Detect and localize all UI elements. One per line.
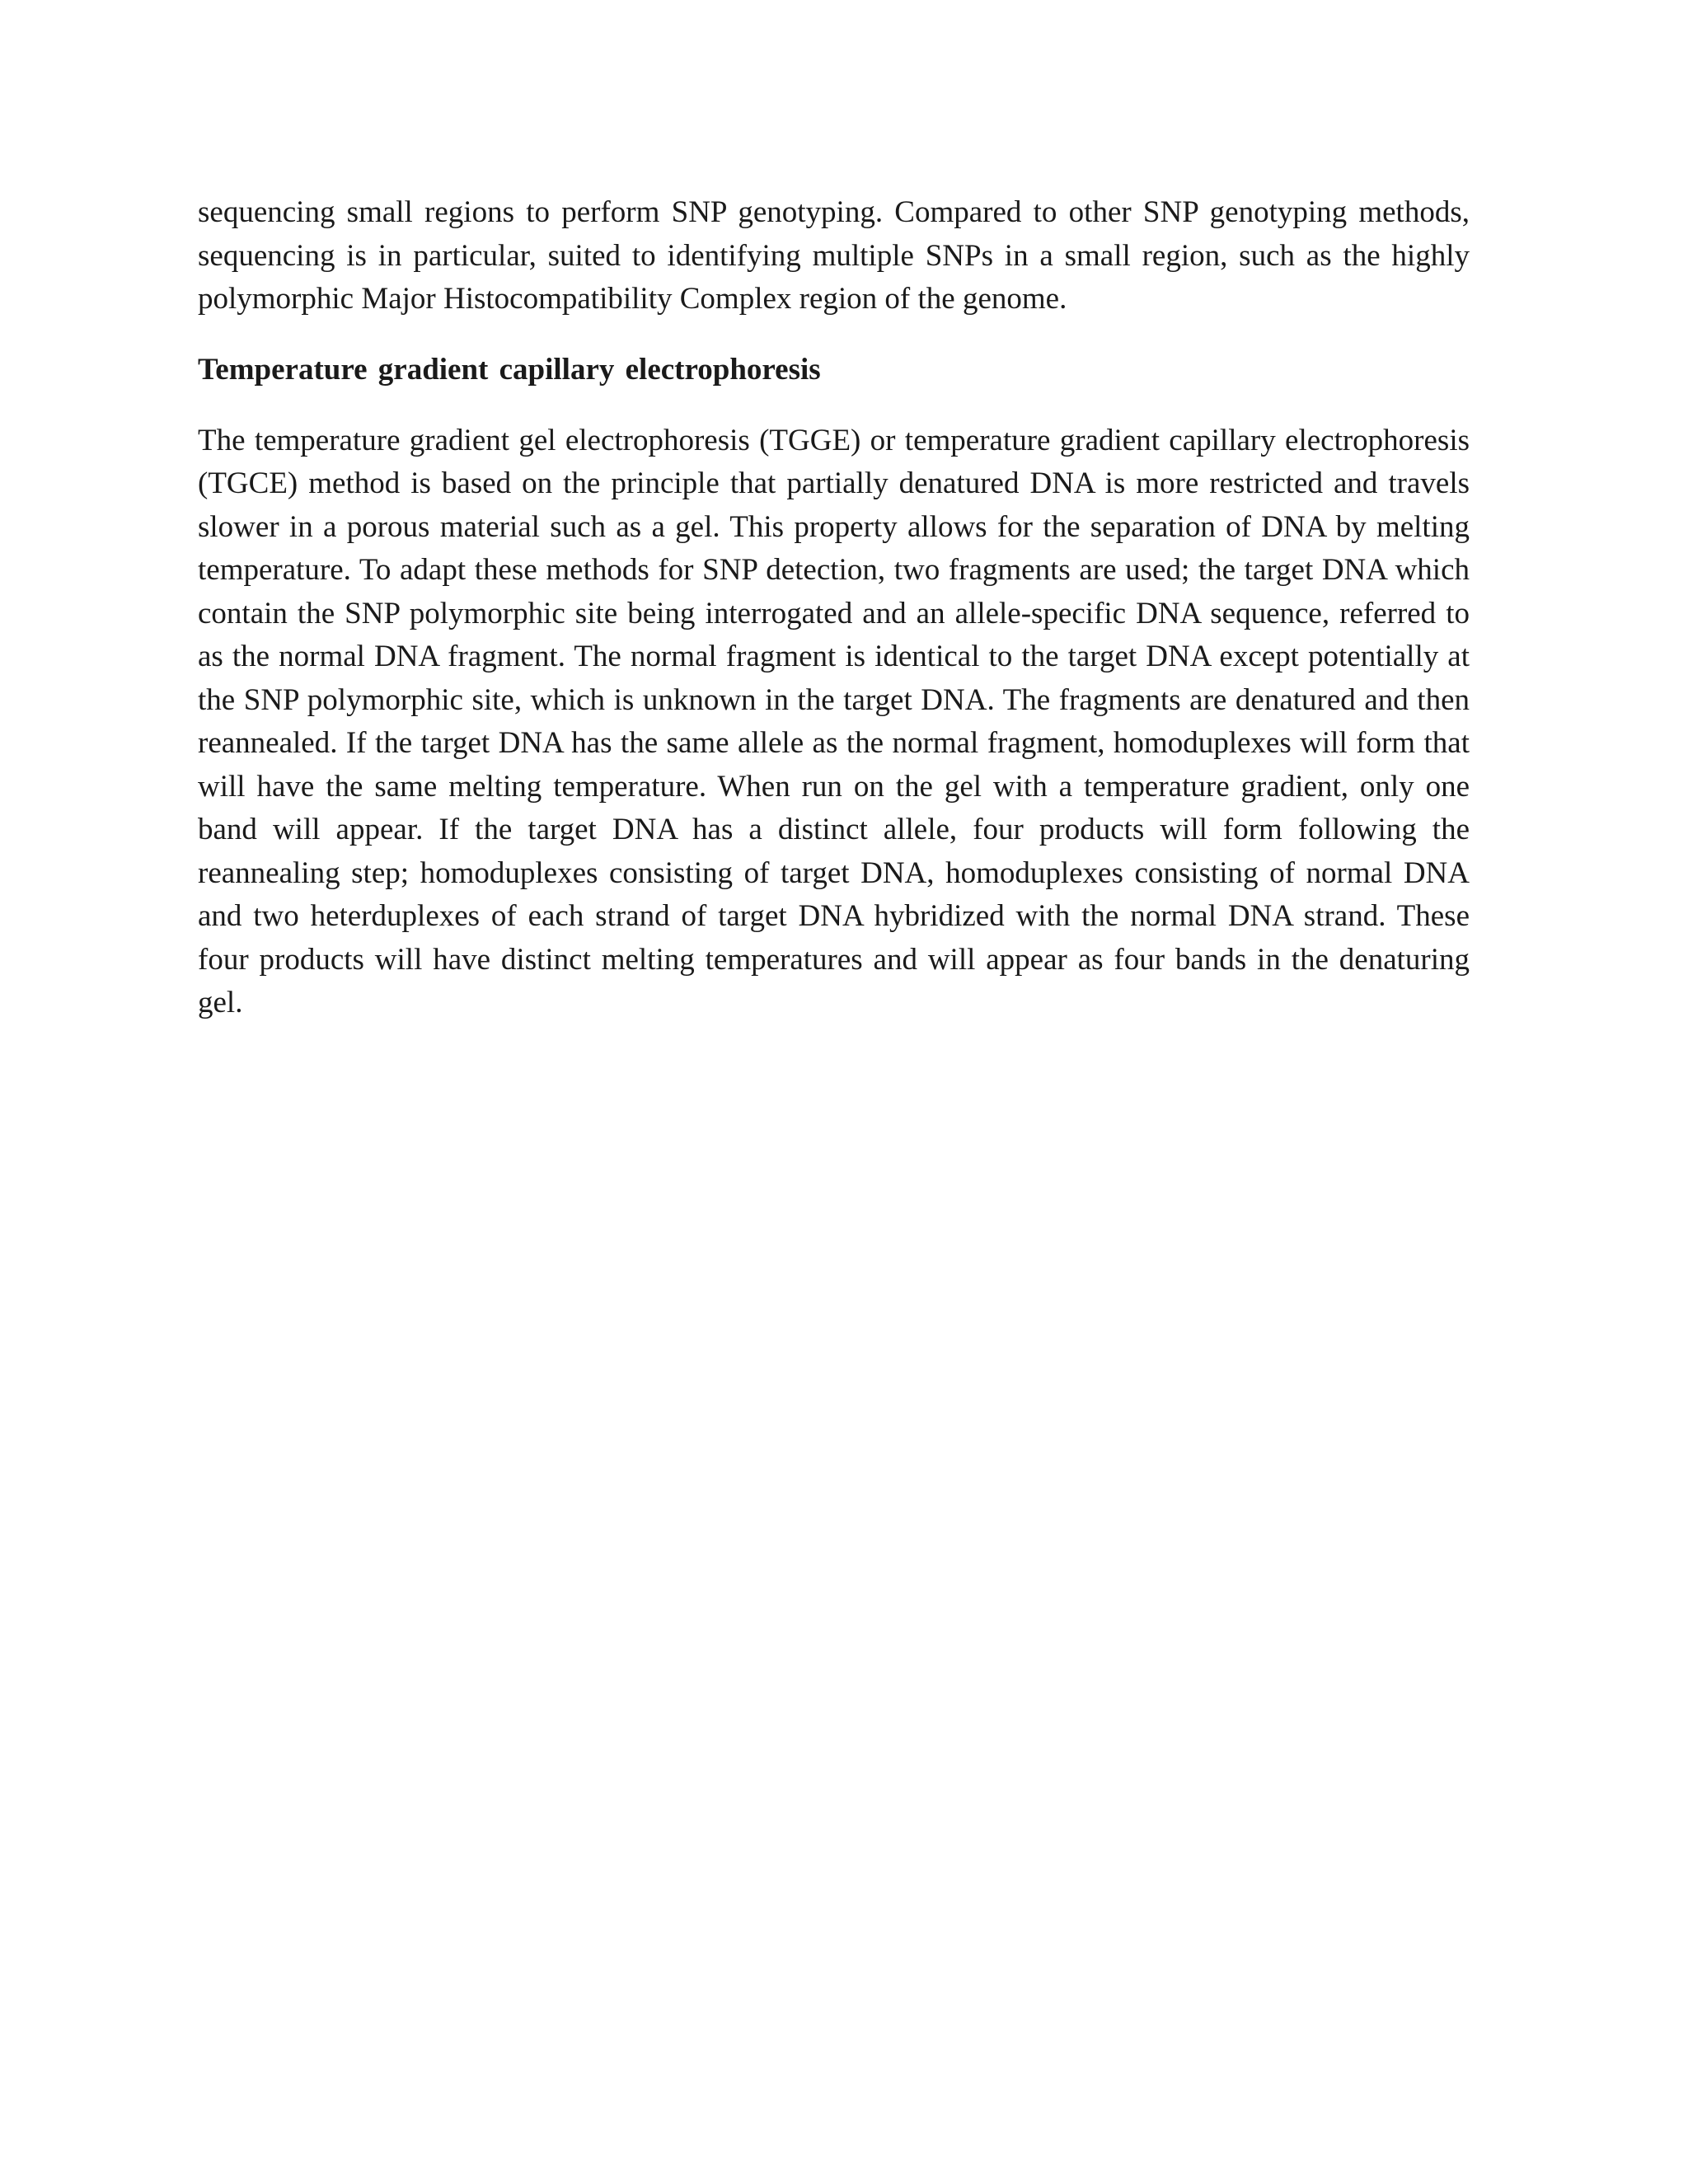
intro-paragraph: sequencing small regions to perform SNP genotyping. Compared to other SNP genotyping methods, sequencing is in particular, suited to identifying multiple SNPs in a small region, such as the highly polymorphic Major Histocompatibility Complex region of the genome. [198,195,1470,316]
section-heading: Temperature gradient capillary electrophoresis [198,352,821,387]
tgge-paragraph: The temperature gradient gel electrophoresis (TGGE) or temperature gradient capillary electrophoresis (TGCE) method is based on the principle that partially denatured DNA is more restricted and travels slower in a porous material such as a gel. This property allows for the separation of DNA by melting temperature. To adapt these methods for SNP detection, two fragments are used; the target DNA which contain the SNP polymorphic site being interrogated and an allele-specific DNA sequence, referred to as the normal DNA fragment. The normal fragment is identical to the target DNA except potentially at the SNP polymorphic site, which is unknown in the target DNA. The fragments are denatured and then reannealed. If the target DNA has the same allele as the normal fragment, homoduplexes will form that will have the same melting temperature. When run on the gel with a temperature gradient, only one band will appear. If the target DNA has a distinct allele, four products will form following the reannealing step; homoduplexes consisting of target DNA, homoduplexes consisting of normal DNA and two heterduplexes of each strand of target DNA hybridized with the normal DNA strand. These four products will have distinct melting temperatures and will appear as four bands in the denaturing gel. [198,423,1470,1019]
document-body [198,191,1470,1025]
